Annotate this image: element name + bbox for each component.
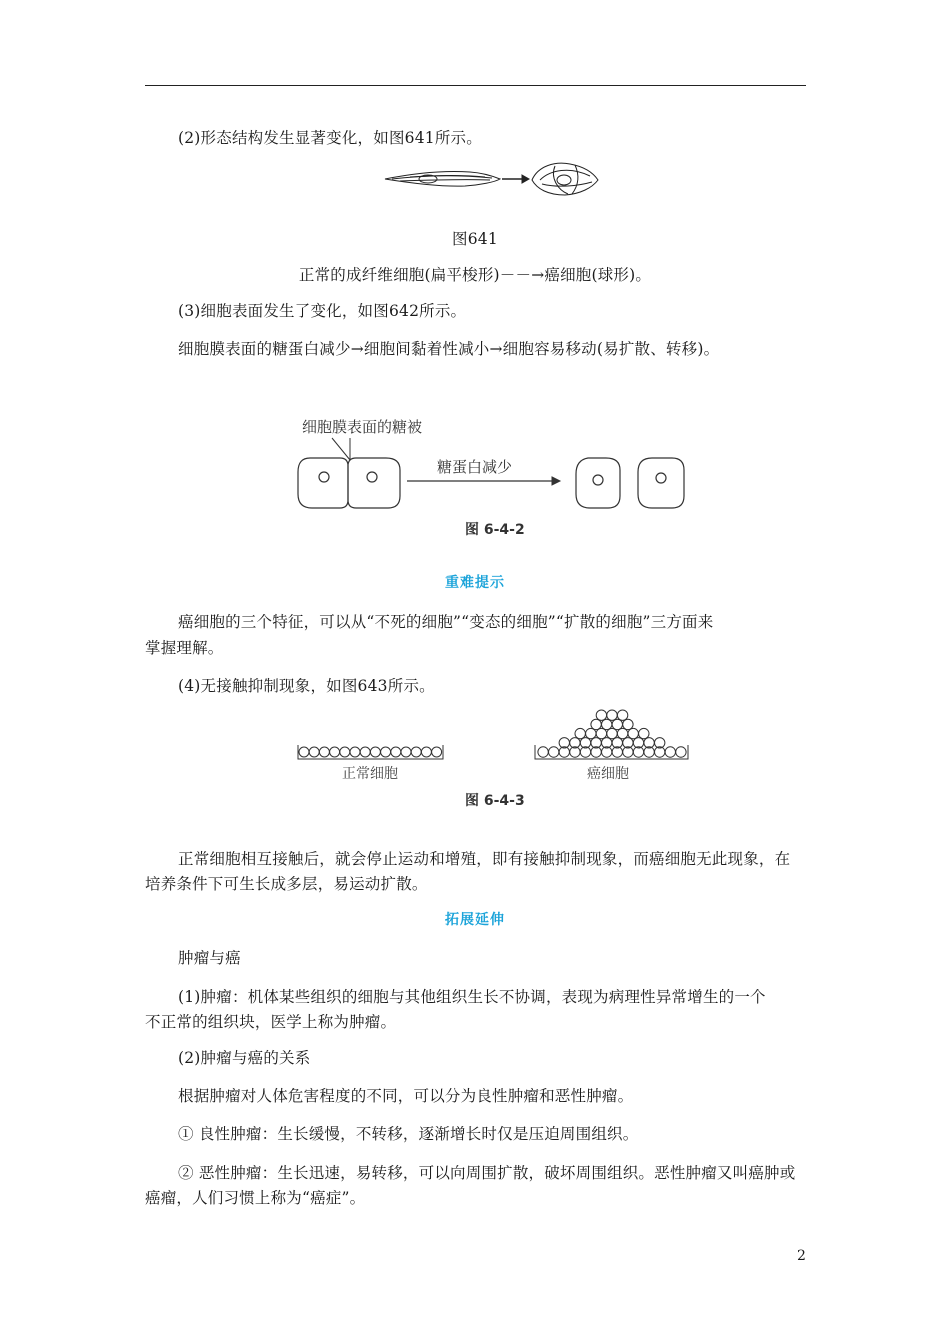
para-surface-detail: 细胞膜表面的糖蛋白减少→细胞间黏着性减小→细胞容易移动(易扩散、转移)。 <box>178 340 720 358</box>
extension-item2: (2)肿瘤与癌的关系 <box>178 1049 311 1067</box>
cancer-cell <box>612 719 622 729</box>
cancer-cell <box>628 728 638 738</box>
normal-cell-label: 正常细胞 <box>342 766 398 782</box>
normal-cell <box>391 747 401 757</box>
normal-cell <box>360 747 370 757</box>
para-contact-inhibition: (4)无接触抑制现象，如图643所示。 <box>178 677 435 695</box>
normal-cell <box>432 747 442 757</box>
malignant-tumor-line2: 癌瘤，人们习惯上称为“癌症”。 <box>145 1189 366 1207</box>
cancer-cell <box>665 747 675 757</box>
figure-641-cells <box>380 158 610 200</box>
cancer-cell <box>617 728 627 738</box>
normal-cell <box>411 747 421 757</box>
cancer-cell <box>549 747 559 757</box>
figure-641-caption: 图641 <box>452 230 498 248</box>
contact-text-line2: 培养条件下可生长成多层，易运动扩散。 <box>145 875 428 893</box>
extension-item1-line1: (1)肿瘤：机体某些组织的细胞与其他组织生长不协调，表现为病理性异常增生的一个 <box>178 988 766 1006</box>
figure-642-diagram <box>290 410 710 545</box>
normal-cell <box>401 747 411 757</box>
cancer-cell <box>596 710 606 720</box>
normal-cell <box>370 747 380 757</box>
cancer-cell <box>607 728 617 738</box>
process-arrow <box>407 477 560 485</box>
tip-heading: 重难提示 <box>445 575 505 591</box>
normal-cell <box>350 747 360 757</box>
normal-cell <box>319 747 329 757</box>
para-shape-change: (2)形态结构发生显著变化，如图641所示。 <box>178 129 482 147</box>
normal-cell <box>340 747 350 757</box>
contact-text-line1: 正常细胞相互接触后，就会停止运动和增殖，即有接触抑制现象，而癌细胞无此现象，在 <box>178 850 791 868</box>
cancer-cell <box>623 719 633 729</box>
malignant-tumor-line1: ② 恶性肿瘤：生长迅速，易转移，可以向周围扩散，破坏周围组织。恶性肿瘤又叫癌肿或 <box>178 1164 796 1182</box>
extension-classification: 根据肿瘤对人体危害程度的不同，可以分为良性肿瘤和恶性肿瘤。 <box>178 1087 634 1105</box>
pointer-line-left <box>332 438 350 460</box>
figure-641-description: 正常的成纤维细胞(扁平梭形)－－→癌细胞(球形)。 <box>298 266 652 284</box>
cancer-cell <box>591 719 601 729</box>
cancer-cell <box>586 728 596 738</box>
extension-heading: 拓展延伸 <box>445 912 505 928</box>
cancer-cell <box>639 728 649 738</box>
normal-cell <box>299 747 309 757</box>
extension-title: 肿瘤与癌 <box>178 949 241 967</box>
cancer-cell-label: 癌细胞 <box>587 766 629 782</box>
normal-cell <box>381 747 391 757</box>
figure-643-diagram <box>290 705 700 813</box>
cancer-cell <box>607 710 617 720</box>
joined-normal-cells <box>298 458 400 508</box>
arrow-label: 糖蛋白减少 <box>437 458 513 476</box>
arrow <box>502 175 529 183</box>
cancer-cell-multilayer <box>535 710 688 759</box>
cancer-cell <box>617 710 627 720</box>
cancer-cell <box>596 728 606 738</box>
cancer-cell <box>538 747 548 757</box>
normal-cell-monolayer <box>298 745 443 759</box>
figure-643-caption: 图 6-4-3 <box>465 793 525 809</box>
figure-642-caption: 图 6-4-2 <box>465 522 525 538</box>
round-cancer-cell <box>532 163 598 195</box>
glycocalyx-label: 细胞膜表面的糖被 <box>302 418 423 436</box>
benign-tumor-text: ① 良性肿瘤：生长缓慢，不转移，逐渐增长时仅是压迫周围组织。 <box>178 1125 639 1143</box>
cancer-cell <box>575 728 585 738</box>
cancer-cell <box>602 719 612 729</box>
para-surface-change: (3)细胞表面发生了变化，如图642所示。 <box>178 302 467 320</box>
header-rule <box>145 85 806 86</box>
normal-cell <box>309 747 319 757</box>
page-number: 2 <box>797 1248 806 1264</box>
spindle-fibroblast-cell <box>385 171 500 186</box>
tip-text-line2: 掌握理解。 <box>145 639 224 657</box>
extension-item1-line2: 不正常的组织块，医学上称为肿瘤。 <box>145 1013 397 1031</box>
tip-text-line1: 癌细胞的三个特征，可以从“不死的细胞”“变态的细胞”“扩散的细胞”三方面来 <box>178 613 714 631</box>
normal-cell <box>330 747 340 757</box>
separated-cancer-cells <box>576 458 684 508</box>
cancer-cell <box>676 747 686 757</box>
normal-cell <box>421 747 431 757</box>
